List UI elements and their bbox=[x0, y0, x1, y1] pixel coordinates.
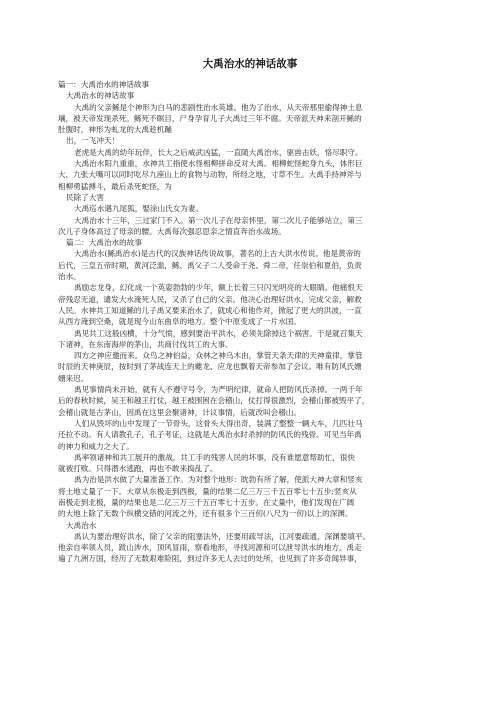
document-body bbox=[58, 79, 442, 565]
body-line: 禹为治是洪水做了大量准备工作。为对整个地形：眈勃有所了解，使派大神大章和竖亥 bbox=[74, 475, 363, 485]
body-line: 治水。 bbox=[58, 272, 81, 282]
body-line: 大禹治水(鲧禹治水)是古代的汉族神话传说故事，著名的上古大洪水传说。他是黄帝的 bbox=[74, 249, 361, 259]
body-line: 相柳勇猛搏斗，最后杀死蛇怪，为 bbox=[58, 181, 172, 191]
body-line: 从西方淹到空桑，就是现今山东曲阜的地方。整个中原变成了一片水国。 bbox=[58, 317, 301, 327]
body-line: 大禹治水的神话故事 bbox=[66, 91, 135, 101]
body-line: 的神力和威力之大了。 bbox=[58, 441, 134, 451]
body-line: 大禹的父亲鲧是个神形为白马的悲剧性治水英雄。他为了治水，从天帝那里偷得神土息 bbox=[74, 102, 363, 112]
body-line: 大，九张大嘴可以同时吃尽九座山上的食物与动物，所经之地，寸草不生。大禹手持神斧与 bbox=[58, 170, 362, 180]
body-line: 人民。水神共工知道鲧的儿子禹又要来治水了，就成心和他作对，掀起了更大的洪波，一直 bbox=[58, 305, 362, 315]
body-line: 大禹治水十三年，三过家门不入。第一次儿子在母亲怀里，第二次儿子能够站立，第三 bbox=[74, 215, 363, 225]
body-line: 四方之神应邀而来。众鸟之神伯益，众林之神乌木由，掌管天条天律的天神童律，掌管 bbox=[74, 351, 363, 361]
body-line: 篇二：大禹治水的故事 bbox=[66, 238, 142, 248]
body-line: 会稽山就是古茅山，因禹在这里会聚诸神，计议事情，后就改叫会稽山。 bbox=[58, 407, 301, 417]
body-line: 大禹治水阳九重重，水神共工指使水怪相柳拼命反对大禹。相柳蛇怪蛇身九头，体形巨 bbox=[74, 159, 363, 169]
body-line: 南极走到北极，量的结果也是二亿三万三千五百零七十五步。在丈量中，他们发现在广阔 bbox=[58, 497, 355, 507]
body-line: 后代，三皇五帝时期，黄河泛滥，鲧、禹父子二人受命于尧、舜二帝，任崇伯和夏伯，负责 bbox=[58, 260, 362, 270]
body-line: 禹见事情尚未开始，就有人不遵守号令，为严明纪律，就命人把防风氏杀掉。一两千年 bbox=[74, 385, 363, 395]
body-line: 的大地上除了无数个纵横交错的河流之外，还有很多个三百仞(八尺为一仞)以上的深渊。 bbox=[58, 509, 353, 519]
body-line: 出，一飞冲天！ bbox=[66, 136, 120, 146]
body-line: 禹率领诸神和共工展开的激战。共工手的残害人民的坏事，没有谁愿意帮助忙，很快 bbox=[74, 452, 355, 462]
document-title: 大禹治水的神话故事 bbox=[202, 58, 298, 70]
body-line: 禹励志龙身，幻化成一个英姿勃勃的少年，额上长着三只闪光明亮的大眼睛。他痛恨天 bbox=[74, 283, 363, 293]
body-line: 后的春秋时候，吴王和越王打仗，越王被围困在会稽山，仗打得很激烈，会稽山都被毁平了， bbox=[58, 396, 370, 406]
body-line: 大禹治水 bbox=[66, 520, 97, 530]
body-line: 遍了九洲万国，经历了无数艰难险阻，到过许多无人去过的处所，也见到了许多奇闻异事， bbox=[58, 554, 362, 564]
body-line: 他亲自率领人员，跋山涉水，顶风冒雨，察看地形，寻找河源和可以泄导洪水的地方。禹走 bbox=[58, 543, 362, 553]
body-line: 还拉不动。有人请教孔子，孔子考证，这就是大禹治水时杀掉的防风氏的残骨。可见当年禹 bbox=[58, 430, 362, 440]
body-line: 将土地丈量了一下。大章从东极走到西极，量的结果二亿三万三千五百零七十五步;竖亥从 bbox=[58, 486, 357, 496]
body-line: 次儿子身体高过了母亲的腰。大禹每次强忍思亲之情直奔治水战场。 bbox=[58, 226, 286, 236]
body-line: 老虎是大禹的幼年玩伴，长大之后威武凶猛，一直随大禹治水，驱兽击妖，恪尽职守。 bbox=[74, 147, 363, 157]
body-line: 下诸神，在东南海岸的茅山，共商讨伐共工的大事。 bbox=[58, 339, 233, 349]
section-heading: 篇一：大禹治水的神话故事 bbox=[58, 80, 150, 89]
body-line: 民除了大害 bbox=[66, 192, 104, 202]
body-line: 大禹巡水遇九尾狐，娶涂山氏女为妻。 bbox=[74, 204, 204, 214]
body-line: 人们从毁坏的山中发现了一节骨头，这骨头大得出奇，装满了整整一辆大车，几匹壮马 bbox=[74, 418, 363, 428]
body-line: 帝残忍无道，谴发大水淹死人民，又杀了自己的父亲。他决心治理好洪水，完成父亲，解救 bbox=[58, 294, 362, 304]
body-line: 就被打败。只得潜水逃跑，再也不敢来捣乱了。 bbox=[58, 464, 218, 474]
body-line: 肚腹时，神形为虬龙的大禹趁机蹦 bbox=[58, 125, 172, 135]
body-line: 姗来迟。 bbox=[58, 373, 89, 383]
body-line: 禹见共工这般凶横，十分气愤，感到要治平洪水，必须先除掉这个祸害。于是就召集天 bbox=[74, 328, 363, 338]
body-line: 禹认为要治理好洪水，除了父亲的阻塞法外，还要用疏导法，江河要疏通，深渊要填平。 bbox=[74, 531, 371, 541]
body-line: 时辰的天神庚辰，按时到了茅战连天上的夔龙、应龙也飘着天帝参加了会议。唯有防风氏姗 bbox=[58, 362, 362, 372]
body-line: 壤，被天帝发现杀死。鲧死不瞑目，尸身孕育儿子大禹过三年不腐。天帝派天神来剖开鲧的 bbox=[58, 113, 362, 123]
